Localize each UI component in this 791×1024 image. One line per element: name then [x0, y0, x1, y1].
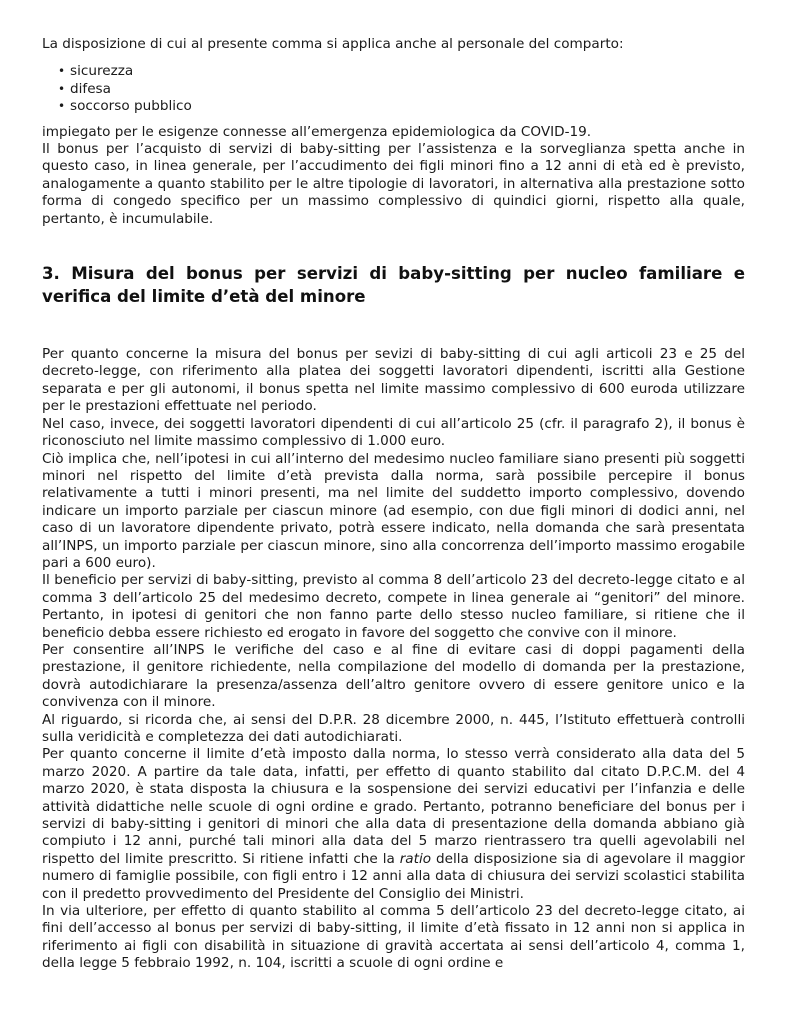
paragraph-age-limit: Per quanto concerne il limite d’età imposto dalla norma, lo stesso verrà considerato alla data del 5 marzo 2020. A partire da tale data, infatti, per effetto di quanto stabilito dal citato D.P.C.M. del 4 marzo 2020, è stata disposta la chiusura e la sospensione dei servizi educativi per l’infanzia e delle attività didattiche nelle scuole di ogni ordine e grado. Pertanto, potranno beneficiare del bonus per i servizi di baby-sitting i genitori di minori che alla data di presentazione della domanda abbiano già compiuto i 12 anni, purché tali minori alla data del 5 marzo rientrassero tra quelli agevolabili nel rispetto del limite prescritto. Si ritiene infatti che la ratio della disposizione sia di agevolare il maggior numero di famiglie possibile, con figli entro i 12 anni alla data di chiusura dei servizi scolastici stabilita con il predetto provvedimento del Presidente del Consiglio dei Ministri.	[42, 746, 745, 902]
after-list-text: impiegato per le esigenze connesse all’emergenza epidemiologica da COVID-19.	[42, 123, 592, 140]
paragraph-parents: Il beneficio per servizi di baby-sitting, previsto al comma 8 dell’articolo 23 del decreto-legge citato e al comma 3 dell’articolo 25 del medesimo decreto, compete in linea generale ai “genitori” del minore. Pertanto, in ipotesi di genitori che non fanno parte dello stesso nucleo familiare, si ritiene che il beneficio debba essere richiesto ed erogato in favore del soggetto che convive con il minore.	[42, 572, 745, 641]
sector-list	[42, 63, 745, 115]
paragraph-inps-checks: Per consentire all’INPS le verifiche del caso e al fine di evitare casi di doppi pagamenti della prestazione, il genitore richiedente, nella compilazione del modello di domanda per la prestazione, dovrà autodichiarare la presenza/assenza dell’altro genitore ovvero di essere genitore unico e la convivenza con il minore.	[42, 641, 745, 711]
bullet-icon: •	[58, 81, 66, 96]
list-item: • soccorso pubblico	[58, 98, 192, 115]
section-body	[42, 346, 745, 973]
bonus-paragraph: Il bonus per l’acquisto di servizi di baby-sitting per l’assistenza e la sorveglianza spetta anche in questo caso, in linea generale, per l’accudimento dei figli minori fino a 12 anni di età ed è previsto, analogamente a quanto stabilito per le altre tipologie di lavoratori, in alternativa alla prestazione sotto forma di congedo specifico per un massimo complessivo di quindici giorni, rispetto alla quale, pertanto, è incumulabile.	[42, 141, 745, 227]
list-item: • difesa	[58, 80, 111, 97]
bullet-icon: •	[58, 64, 66, 79]
paragraph-disability: In via ulteriore, per effetto di quanto stabilito al comma 5 dell’articolo 23 del decreto-legge citato, ai fini dell’accesso al bonus per servizi di baby-sitting, il limite d’età fissato in 12 anni non si applica in riferimento ai figli con disabilità in situazione di gravità accertata ai sensi dell’articolo 4, comma 1, della legge 5 febbraio 1992, n. 104, iscritti a scuole di ogni ordine e	[42, 903, 745, 972]
intro-text: La disposizione di cui al presente comma si applica anche al personale del comparto:	[42, 36, 624, 52]
list-item: • sicurezza	[58, 63, 134, 80]
document-page	[42, 36, 745, 973]
italic-ratio: ratio	[399, 850, 432, 867]
paragraph-dpr: Al riguardo, si ricorda che, ai sensi del D.P.R. 28 dicembre 2000, n. 445, l’Istituto effettuerà controlli sulla veridicità e completezza dei dati autodichiarati.	[42, 711, 745, 745]
bullet-icon: •	[58, 99, 66, 114]
paragraph-multiple-minors: Ciò implica che, nell’ipotesi in cui all’interno del medesimo nucleo familiare siano presenti più soggetti minori nel rispetto del limite d’età prevista dalla norma, sarà possibile percepire il bonus relativamente a tutti i minori presenti, ma nel limite del suddetto importo complessivo, dovendo indicare un importo parziale per ciascun minore (ad esempio, con due figli minori di dodici anni, nel caso di un lavoratore dipendente privato, potrà essere indicato, nella domanda che sarà presentata all’INPS, un importo parziale per ciascun minore, sino alla concorrenza dell’importo massimo erogabile pari a 600 euro).	[42, 450, 745, 571]
paragraph-amount: Per quanto concerne la misura del bonus per sevizi di baby-sitting di cui agli articoli 23 e 25 del decreto-legge, con riferimento alla platea dei soggetti lavoratori dipendenti, iscritti alla Gestione separata e per gli autonomi, il bonus spetta nel limite massimo complessivo di 600 euroda utilizzare per le prestazioni effettuate nel periodo.	[42, 346, 745, 415]
paragraph-employees: Nel caso, invece, dei soggetti lavoratori dipendenti di cui all’articolo 25 (cfr. il paragrafo 2), il bonus è riconosciuto nel limite massimo complessivo di 1.000 euro.	[42, 415, 745, 450]
section-heading: 3. Misura del bonus per servizi di baby-sitting per nucleo familiare e verifica del limite d’età del minore	[42, 264, 745, 307]
